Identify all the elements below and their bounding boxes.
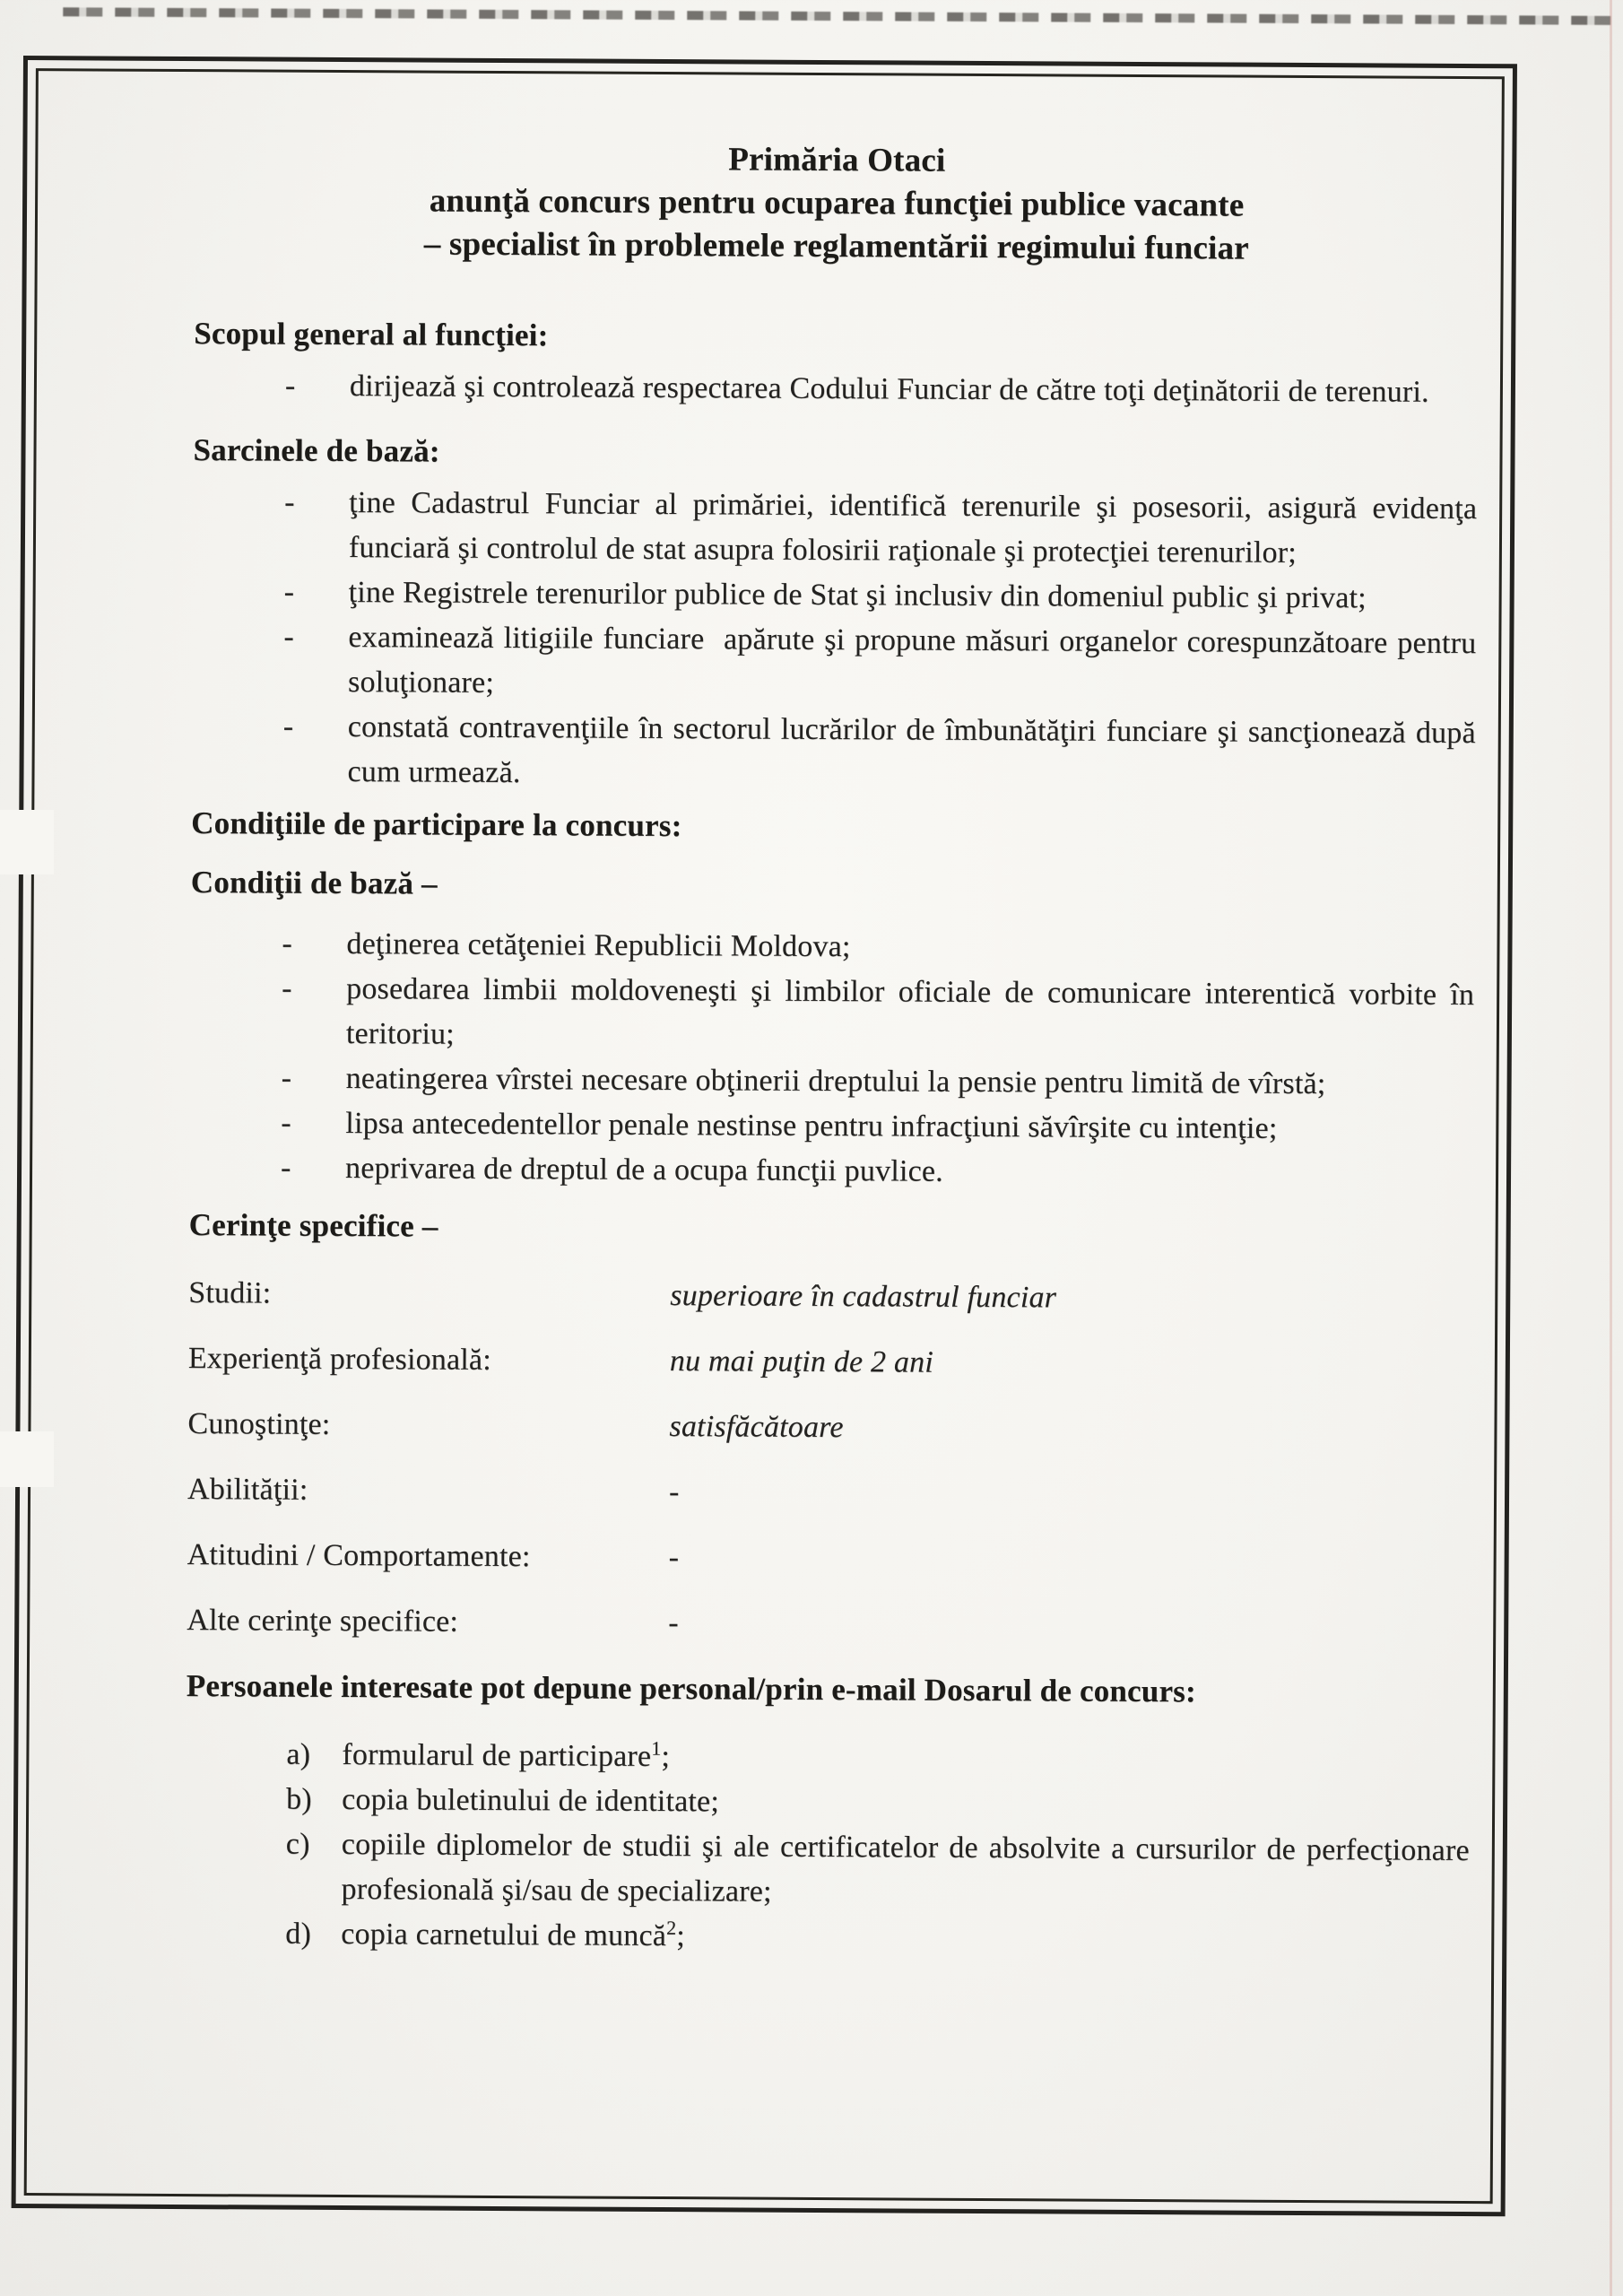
list-item-text: lipsa antecedentellor penale nestinse pentru infracţiuni săvîrşite cu intenţie; — [345, 1107, 1278, 1145]
scan-artifact-border-gap-1 — [0, 810, 54, 874]
list-item-conditie-5 — [189, 1145, 1473, 1197]
spec-label: Abilităţii: — [187, 1473, 308, 1507]
footnote-ref: 2 — [666, 1916, 677, 1939]
dossier-item-a — [186, 1732, 1470, 1784]
list-item-scopul-1 — [194, 363, 1478, 415]
scan-artifact-top-band — [63, 7, 1614, 25]
list-item-text: constată contravenţiile în sectorul lucrărilor de îmbunătăţiri funciare şi sancţionează după cum urmează. — [347, 710, 1476, 790]
spec-value: - — [668, 1606, 679, 1640]
spec-value: - — [668, 1475, 680, 1509]
list-dash: - — [281, 1061, 292, 1095]
footnote-ref: 1 — [651, 1736, 662, 1760]
heading-depunere-dosar: Persoanele interesate pot depune personal/prin e-mail Dosarul de concurs: — [186, 1668, 1197, 1709]
spec-label: Cunoştinţe: — [187, 1407, 331, 1441]
spec-label: Experienţă profesională: — [187, 1342, 492, 1377]
dossier-text: copia carnetului de muncă — [341, 1918, 667, 1953]
list-letter: a) — [286, 1737, 311, 1771]
spec-value: superioare în cadastrul funciar — [670, 1279, 1057, 1315]
list-item-conditie-2 — [190, 966, 1475, 1063]
spec-label: Studii: — [188, 1276, 272, 1310]
title-line-organization: Primăria Otaci — [728, 141, 946, 179]
list-item-text: neprivarea de dreptul de a ocupa funcţii puvlice. — [344, 1152, 944, 1188]
heading-conditii-de-baza: Condiţii de bază – — [190, 865, 438, 901]
spec-row-atitudini — [187, 1533, 1471, 1585]
list-dash: - — [281, 1106, 291, 1140]
list-item-conditie-3 — [189, 1056, 1473, 1108]
list-item-text: deţinerea cetăţeniei Republicii Moldova; — [346, 927, 851, 964]
dossier-item-c — [185, 1822, 1470, 1918]
title-line-announcement: anunţă concurs pentru ocuparea funcţiei publice vacante — [429, 182, 1245, 224]
list-dash: - — [284, 369, 296, 403]
dossier-item-d — [185, 1911, 1469, 1963]
list-dash: - — [280, 1151, 291, 1185]
spec-value: nu mai puţin de 2 ani — [669, 1344, 934, 1379]
list-item-text: neatingerea vîrstei necesare obţinerii dreptului la pensie pentru limită de vîrstă; — [345, 1062, 1326, 1101]
list-letter: d) — [285, 1917, 312, 1951]
list-item-text: ţine Registrele terenurilor publice de Stat şi inclusiv din domeniul public şi privat; — [348, 576, 1367, 615]
document-title-block — [195, 135, 1480, 272]
list-dash: - — [282, 971, 292, 1005]
document-content — [185, 135, 1479, 1963]
list-dash: - — [282, 926, 293, 961]
heading-scopul-general: Scopul general al funcţiei: — [194, 316, 549, 353]
dossier-item-text — [341, 1822, 1470, 1918]
spec-value: - — [668, 1541, 680, 1575]
dossier-item-text — [342, 1733, 1470, 1784]
spec-row-studii — [188, 1271, 1472, 1323]
dossier-text-tail: ; — [676, 1919, 686, 1953]
dossier-item-text — [341, 1912, 1469, 1963]
spec-label: Alte cerinţe specifice: — [187, 1604, 459, 1639]
spec-label: Atitudini / Comportamente: — [187, 1538, 531, 1574]
heading-conditiile-participare: Condiţiile de participare la concurs: — [191, 805, 682, 844]
list-item-text: dirijează şi controlează respectarea Codului Funciar de către toţi deţinătorii de terenuri. — [349, 370, 1429, 409]
list-item-text: examinează litigiile funciare apărute şi propune măsuri organelor corespunzătoare pentru soluţionare; — [348, 621, 1477, 700]
list-item-sarcina-1 — [193, 480, 1478, 577]
spec-row-abilitati — [187, 1467, 1471, 1519]
spec-row-alte-cerinte — [187, 1598, 1471, 1650]
spec-row-cunostinte — [187, 1402, 1471, 1454]
list-item-conditie-4 — [189, 1100, 1473, 1152]
heading-cerinte-specifice: Cerinţe specifice – — [188, 1207, 438, 1244]
list-letter: c) — [285, 1827, 310, 1861]
list-dash: - — [283, 575, 295, 609]
spec-row-experienta — [188, 1336, 1472, 1388]
title-line-position: – specialist în problemele reglamentării regimului funciar — [423, 225, 1249, 267]
list-dash: - — [282, 709, 294, 744]
dossier-item-text — [342, 1778, 1470, 1829]
spec-value: satisfăcătoare — [669, 1410, 844, 1445]
dossier-text-tail: ; — [661, 1740, 671, 1774]
heading-sarcinele-de-baza: Sarcinele de bază: — [193, 432, 440, 469]
dossier-text: copiile diplomelor de studii şi ale certificatelor de absolvite a cursurilor de perfecţionare profesională şi/sau de specializare; — [341, 1828, 1470, 1909]
list-item-text: ţine Cadastrul Funciar al primăriei, identifică terenurile şi posesorii, asigură evidenţa funciară şi controlul de stat asupra folosirii raţionale şi protecţiei terenurilor; — [348, 486, 1478, 570]
dossier-item-b — [186, 1777, 1470, 1829]
list-item-text: posedarea limbii moldoveneşti şi limbilor oficiale de comunicare interentică vorbite în teritoriu; — [345, 972, 1475, 1051]
dossier-text: formularul de participare — [342, 1738, 652, 1773]
list-dash: - — [284, 485, 295, 519]
dossier-text: copia buletinului de identitate; — [342, 1783, 720, 1819]
list-letter: b) — [286, 1782, 312, 1816]
scan-artifact-border-gap-2 — [0, 1431, 54, 1487]
list-item-sarcina-4 — [191, 704, 1476, 801]
scan-artifact-right-line — [1610, 0, 1612, 2296]
list-item-conditie-1 — [190, 921, 1474, 973]
list-item-sarcina-3 — [192, 614, 1477, 711]
list-dash: - — [283, 620, 295, 654]
list-item-sarcina-2 — [193, 570, 1477, 622]
